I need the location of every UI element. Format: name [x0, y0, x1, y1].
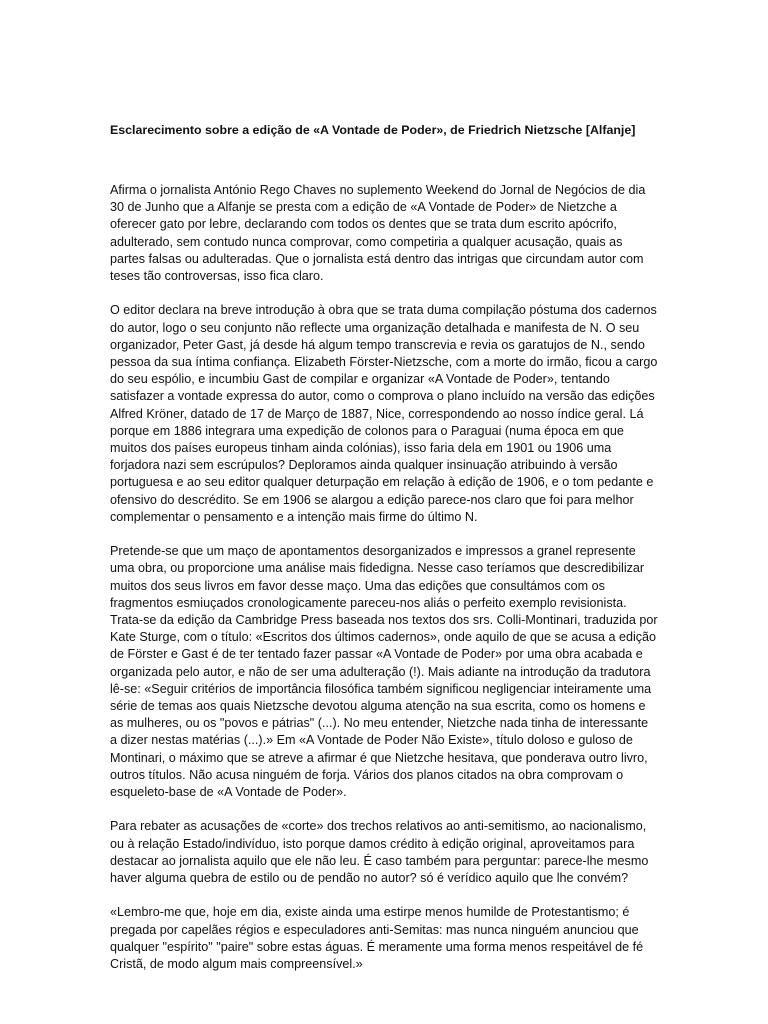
paragraph-1: Afirma o jornalista António Rego Chaves no suplemento Weekend do Jornal de Negócios de dia 30 de Junho que a Alfanje se presta com a edição de «A Vontade de Poder» de Nietzche a oferecer gato por lebre, declarando com todos os dentes que se trata dum escrito apócrifo, adulterado, sem contudo nunca comprovar, como competiria a qualquer acusação, quais as partes falsas ou adulteradas. Que o jornalista está dentro das intrigas que circundam autor com teses tão controversas, isso fica claro. [110, 183, 646, 284]
document-title: Esclarecimento sobre a edição de «A Vontade de Poder», de Friedrich Nietzsche [Alfanje] [110, 123, 636, 137]
document-body [110, 182, 658, 990]
paragraph-2: O editor declara na breve introdução à obra que se trata duma compilação póstuma dos cadernos do autor, logo o seu conjunto não reflecte uma organização detalhada e manifesta de N. O seu organizador, Peter Gast, já desde há algum tempo transcrevia e revia os garatujos de N., sendo pessoa da sua íntima confiança. Elizabeth Förster-Nietzsche, com a morte do irmão, ficou a cargo do seu espólio, e incumbiu Gast de compilar e organizar «A Vontade de Poder», tentando satisfazer a vontade expressa do autor, como o comprova o plano incluído na versão das edições Alfred Kröner, datado de 17 de Março de 1887, Nice, correspondendo ao nosso índice geral. Lá porque em 1886 integrara uma expedição de colonos para o Paraguai (numa época em que muitos dos países europeus tinham ainda colónias), isso faria dela em 1901 ou 1906 uma forjadora nazi sem escrúpulos? Deploramos ainda qualquer insinuação atribuindo à versão portuguesa e ao seu editor qualquer deturpação em relação à edição de 1906, e o tom pedante e ofensivo do descrédito. Se em 1906 se alargou a edição parece-nos claro que foi para melhor complementar o pensamento e a intenção mais firme do último N. [110, 303, 658, 524]
paragraph-4: Para rebater as acusações de «corte» dos trechos relativos ao anti-semitismo, ao nacionalismo, ou à relação Estado/indivíduo, isto porque damos crédito à edição original, aproveitamos para destacar ao jornalista aquilo que ele não leu. É caso também para perguntar: parece-lhe mesmo haver alguma quebra de estilo ou de pendão no autor? só é verídico aquilo que lhe convém? [110, 819, 649, 886]
paragraph-5: «Lembro-me que, hoje em dia, existe ainda uma estirpe menos humilde de Protestantismo; é pregada por capelães régios e especuladores anti-Semitas: mas nunca ninguém anunciou que qualquer "espírito" "paire" sobre estas águas. É meramente uma forma menos respeitável de fé Cristã, de modo algum mais compreensível.» [110, 905, 644, 972]
paragraph-3: Pretende-se que um maço de apontamentos desorganizados e impressos a granel represente uma obra, ou proporcione uma análise mais fidedigna. Nesse caso teríamos que descredibilizar muitos dos seus livros em favor desse maço. Uma das edições que consultámos com os fragmentos esmiuçados cronologicamente pareceu-nos aliás o perfeito exemplo revisionista. Trata-se da edição da Cambridge Press baseada nos textos dos srs. Colli-Montinari, traduzida por Kate Sturge, com o título: «Escritos dos últimos cadernos», onde aquilo de que se acusa a edição de Förster e Gast é de ter tentado fazer passar «A Vontade de Poder» por uma obra acabada e organizada pelo autor, e não de ser uma adulteração (!). Mais adiante na introdução da tradutora lê-se: «Seguir critérios de importância filosófica também significou negligenciar inteiramente uma série de temas aos quais Nietzsche devotou alguma atenção na sua escrita, como os homens e as mulheres, ou os "povos e pátrias" (...). No meu entender, Nietzche nada tinha de interessante a dizer nestas matérias (...).» Em «A Vontade de Poder Não Existe», título doloso e guloso de Montinari, o máximo que se atreve a afirmar é que Nietzche hesitava, que ponderava outro livro, outros títulos. Não acusa ninguém de forja. Vários dos planos citados na obra comprovam o esqueleto-base de «A Vontade de Poder». [110, 544, 658, 800]
